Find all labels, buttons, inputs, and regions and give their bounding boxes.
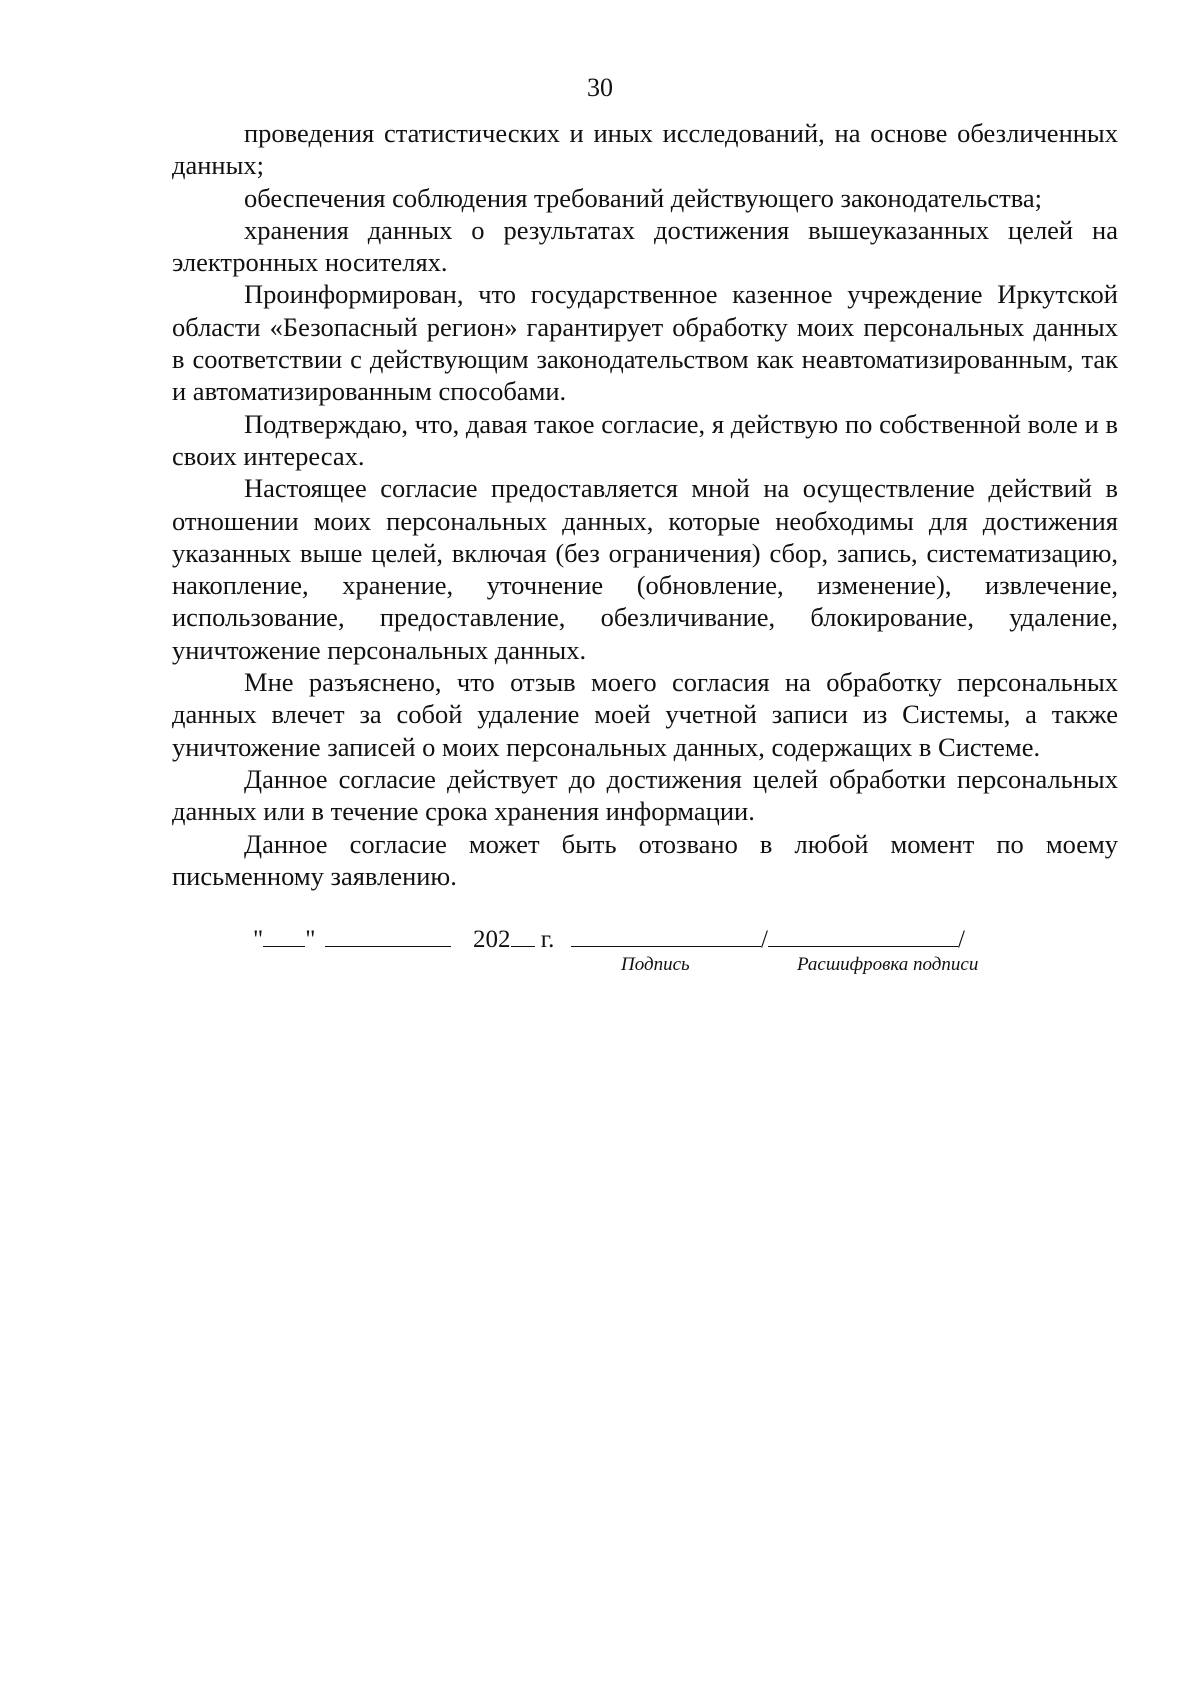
day-blank[interactable] <box>263 924 305 947</box>
signature-field[interactable] <box>571 924 965 955</box>
paragraph-consent-actions: Настоящее согласие предоставляется мной на осуществление действий в отношении моих персональных данных, которые необходимы для достижения указанных выше целей, включая (без ограничения) сбор, запись, систематизацию, накопление, хранение, уточнение (обновление, изменение), извлечение, использование, предоставление, обезличивание, блокирование, удаление, уничтожение персональных данных. <box>172 473 1118 665</box>
date-year-field[interactable] <box>473 924 554 955</box>
caption-decoding: Расшифровка подписи <box>797 954 979 975</box>
month-blank[interactable] <box>325 924 451 947</box>
signature-separator: / <box>761 926 768 953</box>
paragraph-purpose-compliance: обеспечения соблюдения требований действующего законодательства; <box>244 182 1042 213</box>
paragraph-confirmation: Подтверждаю, что, давая такое согласие, я действую по собственной воле и в своих интересах. <box>172 408 1118 471</box>
paragraph-informed: Проинформирован, что государственное казенное учреждение Иркутской области «Безопасный регион» гарантирует обработку моих персональных данных в соответствии с действующим законодательством как неавтоматизированным, так и автоматизированным способами. <box>172 279 1118 407</box>
document-body <box>172 117 1118 892</box>
year-prefix: 202 <box>473 926 511 953</box>
signature-end-separator: / <box>957 926 965 953</box>
signature-blank[interactable] <box>571 924 761 947</box>
paragraph-purpose-research: проведения статистических и иных исследований, на основе обезличенных данных; <box>172 118 1118 181</box>
caption-signature: Подпись <box>621 954 690 975</box>
year-suffix: г. <box>540 926 555 953</box>
paragraph-revocation: Данное согласие может быть отозвано в любой момент по моему письменному заявлению. <box>172 828 1118 891</box>
paragraph-withdrawal-effect: Мне разъяснено, что отзыв моего согласия на обработку персональных данных влечет за собой удаление моей учетной записи из Системы, а также уничтожение записей о моих персональных данных, содержащих в Системе. <box>172 667 1118 762</box>
date-close-quote: " <box>305 926 316 953</box>
decoding-blank[interactable] <box>768 924 958 947</box>
page-number: 30 <box>587 73 613 102</box>
paragraph-purpose-storage: хранения данных о результатах достижения вышеуказанных целей на электронных носителях. <box>172 214 1118 278</box>
date-month-field[interactable] <box>325 924 451 955</box>
year-blank[interactable] <box>511 924 535 947</box>
signature-block <box>253 924 1013 984</box>
paragraph-validity: Данное согласие действует до достижения целей обработки персональных данных или в течение срока хранения информации. <box>172 763 1118 827</box>
date-open-quote: " <box>253 926 264 953</box>
date-day-field[interactable] <box>253 924 315 955</box>
